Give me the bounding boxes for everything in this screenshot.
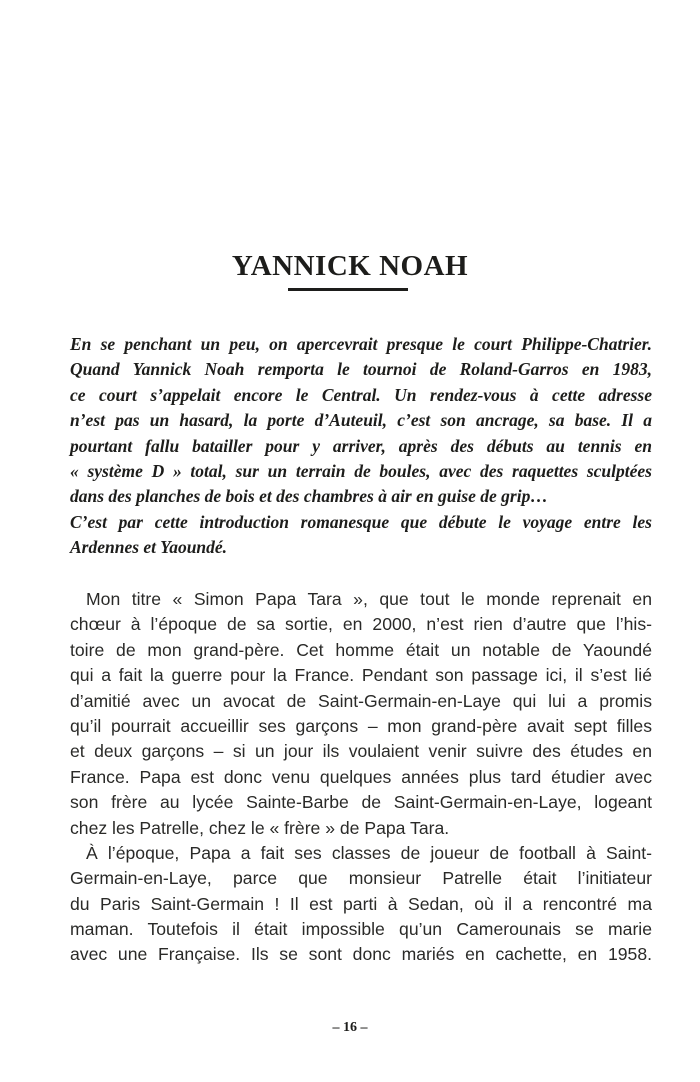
- intro-line: pourtant fallu batailler pour y arriver, après des débuts au tennis en: [70, 435, 652, 456]
- intro-line: En se penchant un peu, on apercevrait presque le court Philippe-Chatrier.: [70, 334, 652, 354]
- body-line: avec une Française. Ils se sont donc mariés en cachette, en 1958.: [70, 944, 652, 965]
- body-line: France. Papa est donc venu quelques années plus tard étudier avec: [70, 766, 652, 787]
- intro-line: C’est par cette introduction romanesque que débute le voyage entre les: [70, 511, 652, 532]
- intro-line: « système D » total, sur un terrain de boules, avec des raquettes sculptées: [70, 460, 652, 481]
- intro-paragraph: [70, 332, 652, 561]
- body-line: toire de mon grand-père. Cet homme était un notable de Yaoundé: [70, 639, 652, 660]
- title-underline: [288, 288, 408, 291]
- body-line: qui a fait la guerre pour la France. Pendant son passage ici, il s’est lié: [70, 665, 652, 686]
- body-line: du Paris Saint-Germain ! Il est parti à Sedan, où il a rencontré ma: [70, 893, 652, 914]
- body-line: Germain-en-Laye, parce que monsieur Patrelle était l’initiateur: [70, 868, 652, 889]
- intro-line: n’est pas un hasard, la porte d’Auteuil, c’est son ancrage, sa base. Il a: [70, 410, 652, 431]
- intro-line: dans des planches de bois et des chambres à air en guise de grip…: [70, 486, 548, 507]
- page-number: – 16 –: [332, 1020, 368, 1035]
- body-line: d’amitié avec un avocat de Saint-Germain-en-Laye qui lui a promis: [70, 690, 652, 711]
- body-line: qu’il pourrait accueillir ses garçons – mon grand-père avait sept filles: [70, 715, 652, 736]
- intro-line: ce court s’appelait encore le Central. Un rendez-vous à cette adresse: [70, 384, 652, 405]
- body-line: maman. Toutefois il était impossible qu’un Camerounais se marie: [70, 919, 652, 940]
- body-line: chœur à l’époque de sa sortie, en 2000, n’est rien d’autre que l’his-: [70, 614, 652, 635]
- body-text: [70, 587, 652, 968]
- body-line: chez les Patrelle, chez le « frère » de Papa Tara.: [70, 817, 450, 838]
- chapter-title: YANNICK NOAH: [231, 250, 469, 282]
- body-line: et deux garçons – si un jour ils voulaient venir suivre des études en: [70, 741, 652, 762]
- body-line: À l’époque, Papa a fait ses classes de joueur de football à Saint-: [86, 842, 652, 863]
- intro-line: Quand Yannick Noah remporta le tournoi de Roland-Garros en 1983,: [70, 359, 652, 380]
- body-line: Mon titre « Simon Papa Tara », que tout le monde reprenait en: [86, 589, 652, 609]
- intro-line: Ardennes et Yaoundé.: [70, 537, 228, 558]
- body-line: son frère au lycée Sainte-Barbe de Saint-Germain-en-Laye, logeant: [70, 792, 652, 813]
